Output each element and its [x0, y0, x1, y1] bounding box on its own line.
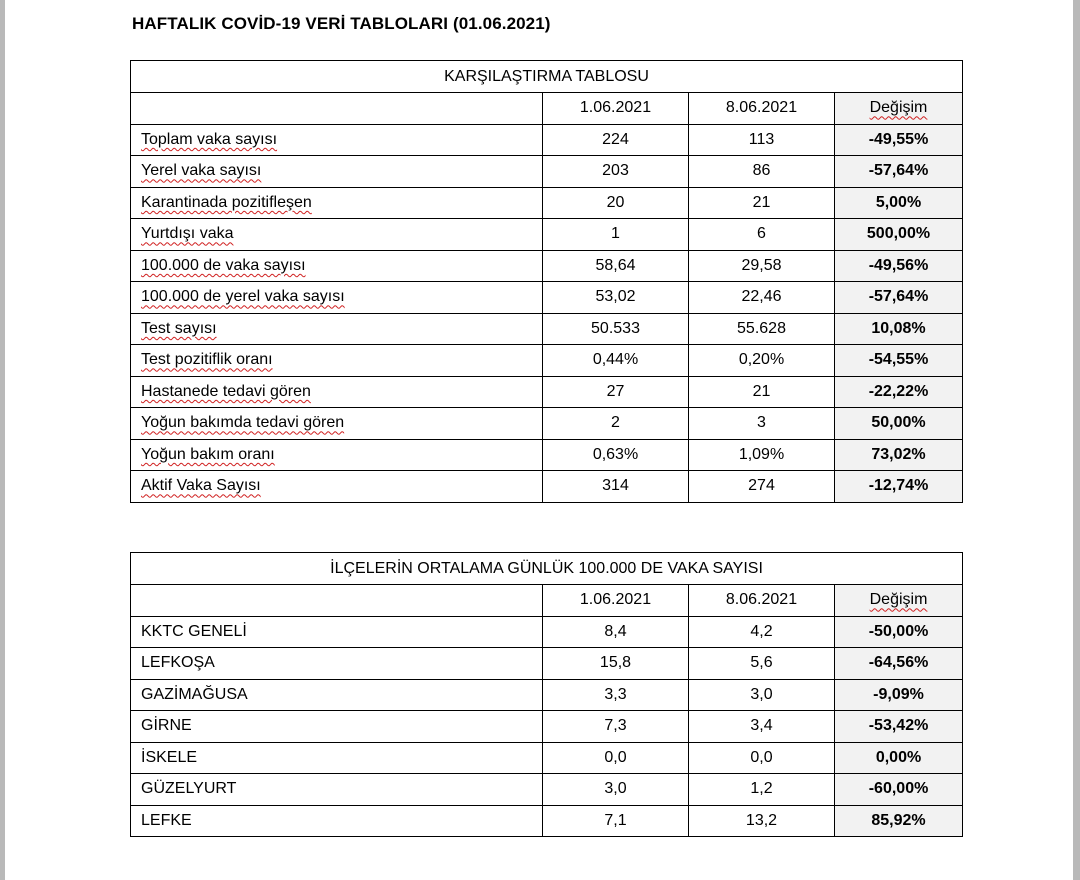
row-label-cell — [131, 219, 543, 251]
row-value-date2: 4,2 — [689, 616, 835, 648]
table-row — [131, 219, 963, 251]
row-label: İSKELE — [131, 742, 543, 774]
row-label-cell — [131, 376, 543, 408]
row-value-date2: 6 — [689, 219, 835, 251]
table-header-row — [131, 585, 963, 617]
header-cell-change — [835, 93, 963, 125]
table-row — [131, 250, 963, 282]
row-label: Aktif Vaka Sayısı — [141, 477, 261, 495]
row-label-cell — [131, 408, 543, 440]
row-label: 100.000 de vaka sayısı — [141, 256, 306, 274]
row-value-date2: 3 — [689, 408, 835, 440]
row-label-cell — [131, 250, 543, 282]
row-value-date1: 3,0 — [543, 774, 689, 806]
header-cell-date2: 8.06.2021 — [689, 585, 835, 617]
header-cell-empty — [131, 585, 543, 617]
row-value-date1: 7,1 — [543, 805, 689, 837]
row-value-date2: 113 — [689, 124, 835, 156]
row-value-date2: 1,09% — [689, 439, 835, 471]
header-cell-date1: 1.06.2021 — [543, 93, 689, 125]
row-value-date1: 20 — [543, 187, 689, 219]
table-row — [131, 616, 963, 648]
row-value-date2: 274 — [689, 471, 835, 503]
row-value-date1: 203 — [543, 156, 689, 188]
row-value-date1: 15,8 — [543, 648, 689, 680]
header-cell-date2: 8.06.2021 — [689, 93, 835, 125]
row-value-date1: 314 — [543, 471, 689, 503]
row-value-date2: 1,2 — [689, 774, 835, 806]
table-row — [131, 313, 963, 345]
header-cell-date1: 1.06.2021 — [543, 585, 689, 617]
comparison-table — [130, 60, 963, 503]
row-label: Yerel vaka sayısı — [141, 162, 262, 180]
row-label-cell — [131, 345, 543, 377]
row-label: LEFKOŞA — [131, 648, 543, 680]
row-label: Yoğun bakım oranı — [141, 445, 275, 463]
row-label: Toplam vaka sayısı — [141, 130, 278, 148]
row-value-date1: 1 — [543, 219, 689, 251]
row-label: Yurtdışı vaka — [141, 225, 234, 243]
row-change: 50,00% — [835, 408, 963, 440]
header-cell-change — [835, 585, 963, 617]
row-change: -49,56% — [835, 250, 963, 282]
table-row — [131, 742, 963, 774]
table-row — [131, 408, 963, 440]
table-row — [131, 711, 963, 743]
row-label-cell — [131, 282, 543, 314]
row-value-date1: 224 — [543, 124, 689, 156]
row-label: Test sayısı — [141, 319, 217, 337]
row-change: -22,22% — [835, 376, 963, 408]
row-change: 0,00% — [835, 742, 963, 774]
row-value-date2: 3,0 — [689, 679, 835, 711]
row-change: -12,74% — [835, 471, 963, 503]
row-value-date1: 53,02 — [543, 282, 689, 314]
row-change: -60,00% — [835, 774, 963, 806]
row-value-date2: 86 — [689, 156, 835, 188]
row-value-date2: 21 — [689, 376, 835, 408]
row-value-date2: 55.628 — [689, 313, 835, 345]
row-change: -53,42% — [835, 711, 963, 743]
row-value-date2: 22,46 — [689, 282, 835, 314]
header-cell-empty — [131, 93, 543, 125]
row-change: -9,09% — [835, 679, 963, 711]
row-label-cell — [131, 439, 543, 471]
row-value-date2: 21 — [689, 187, 835, 219]
row-value-date1: 0,63% — [543, 439, 689, 471]
row-value-date1: 8,4 — [543, 616, 689, 648]
table-header-row — [131, 93, 963, 125]
row-change: 10,08% — [835, 313, 963, 345]
row-value-date2: 29,58 — [689, 250, 835, 282]
row-label: 100.000 de yerel vaka sayısı — [141, 288, 345, 306]
row-change: -49,55% — [835, 124, 963, 156]
row-label-cell — [131, 187, 543, 219]
row-change: -64,56% — [835, 648, 963, 680]
row-label: GAZİMAĞUSA — [131, 679, 543, 711]
row-label: Hastanede tedavi gören — [141, 382, 311, 400]
row-change: -57,64% — [835, 282, 963, 314]
table-row — [131, 774, 963, 806]
table-title-row — [131, 553, 963, 585]
row-label: Karantinada pozitifleşen — [141, 193, 312, 211]
header-change-label: Değişim — [869, 99, 928, 117]
row-value-date1: 58,64 — [543, 250, 689, 282]
row-change: -54,55% — [835, 345, 963, 377]
table-row — [131, 156, 963, 188]
table-row — [131, 282, 963, 314]
district-table — [130, 552, 963, 837]
table-row — [131, 679, 963, 711]
row-label-cell — [131, 471, 543, 503]
row-value-date1: 27 — [543, 376, 689, 408]
table-title-row — [131, 61, 963, 93]
table-row — [131, 376, 963, 408]
row-change: -57,64% — [835, 156, 963, 188]
row-value-date2: 0,20% — [689, 345, 835, 377]
table-row — [131, 187, 963, 219]
row-value-date2: 5,6 — [689, 648, 835, 680]
table-row — [131, 471, 963, 503]
row-value-date1: 3,3 — [543, 679, 689, 711]
row-change: -50,00% — [835, 616, 963, 648]
row-label-cell — [131, 124, 543, 156]
comparison-table-title: KARŞILAŞTIRMA TABLOSU — [131, 61, 963, 93]
row-label-cell — [131, 156, 543, 188]
row-value-date2: 13,2 — [689, 805, 835, 837]
row-label: LEFKE — [131, 805, 543, 837]
row-value-date1: 2 — [543, 408, 689, 440]
row-change: 73,02% — [835, 439, 963, 471]
row-label: GİRNE — [131, 711, 543, 743]
document-page — [5, 0, 1073, 880]
row-value-date1: 0,0 — [543, 742, 689, 774]
row-label: KKTC GENELİ — [131, 616, 543, 648]
row-label: Yoğun bakımda tedavi gören — [141, 414, 345, 432]
table-row — [131, 439, 963, 471]
row-change: 5,00% — [835, 187, 963, 219]
row-label: Test pozitiflik oranı — [141, 351, 273, 369]
row-value-date1: 7,3 — [543, 711, 689, 743]
row-change: 500,00% — [835, 219, 963, 251]
row-value-date2: 3,4 — [689, 711, 835, 743]
row-value-date1: 50.533 — [543, 313, 689, 345]
table-row — [131, 124, 963, 156]
table-row — [131, 805, 963, 837]
row-change: 85,92% — [835, 805, 963, 837]
document-title: HAFTALIK COVİD-19 VERİ TABLOLARI (01.06.2021) — [132, 14, 551, 33]
header-change-label: Değişim — [869, 591, 928, 609]
table-row — [131, 345, 963, 377]
row-value-date2: 0,0 — [689, 742, 835, 774]
row-label-cell — [131, 313, 543, 345]
row-value-date1: 0,44% — [543, 345, 689, 377]
district-table-title: İLÇELERİN ORTALAMA GÜNLÜK 100.000 DE VAKA SAYISI — [131, 553, 963, 585]
table-row — [131, 648, 963, 680]
row-label: GÜZELYURT — [131, 774, 543, 806]
